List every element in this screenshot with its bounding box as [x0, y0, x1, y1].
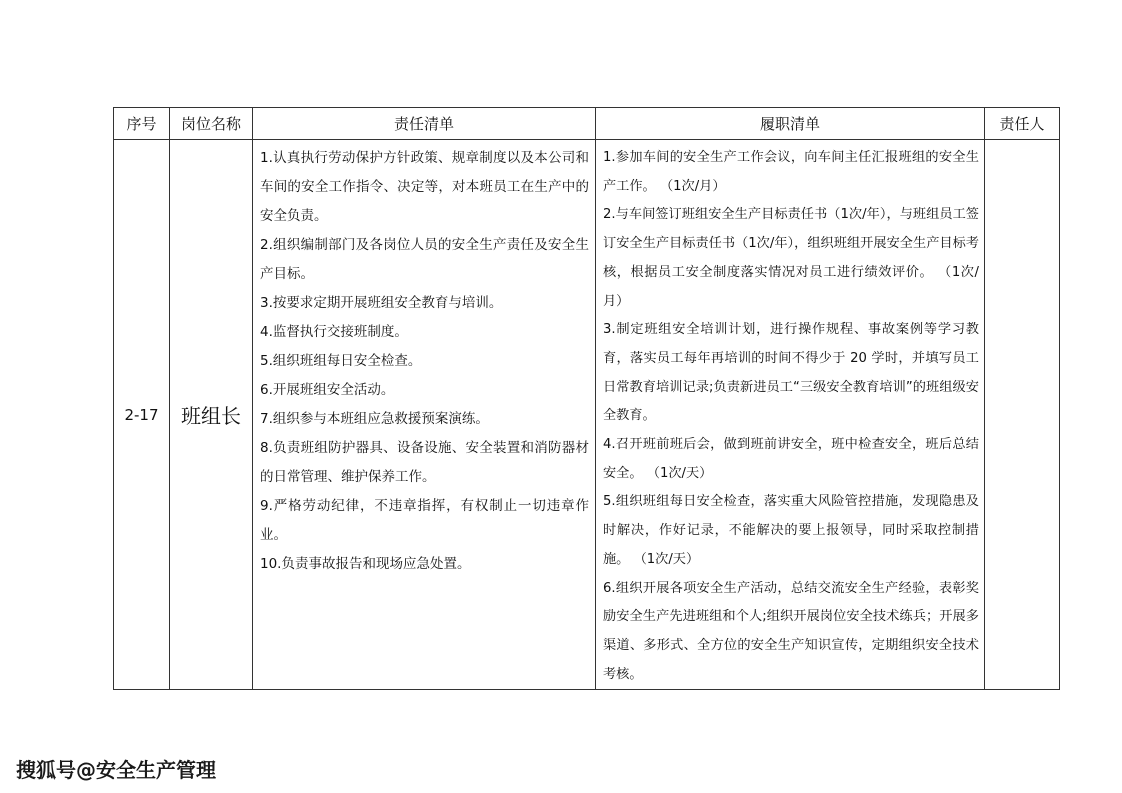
duty-item: 6.组织开展各项安全生产活动，总结交流安全生产经验，表彰奖励安全生产先进班组和个人;组织开展岗位安全技术练兵；开展多渠道、多形式、全方位的安全生产知识宣传，定期组织安全技术考核。	[603, 580, 979, 682]
post-name-cell: 班组长	[170, 140, 253, 690]
responsibility-item: 3.按要求定期开展班组安全教育与培训。	[260, 295, 503, 311]
table-row	[114, 140, 1060, 690]
duty-item: 5.组织班组每日安全检查，落实重大风险管控措施，发现隐患及时解决，作好记录，不能解决的要上报领导，同时采取控制措施。 （1次/天）	[603, 494, 979, 567]
header-post: 岗位名称	[170, 108, 253, 140]
responsibility-item: 5.组织班组每日安全检查。	[260, 353, 422, 369]
responsibility-item: 7.组织参与本班组应急救援预案演练。	[260, 411, 489, 427]
responsibility-item: 1.认真执行劳动保护方针政策、规章制度以及本公司和车间的安全工作指令、决定等，对本班员工在生产中的安全负责。	[260, 150, 589, 224]
header-responsibility: 责任清单	[253, 108, 596, 140]
responsibility-table	[113, 107, 1060, 690]
duty-item: 2.与车间签订班组安全生产目标责任书（1次/年），与班组员工签订安全生产目标责任书（1次/年），组织班组开展安全生产目标考核，根据员工安全制度落实情况对员工进行绩效评价。 （1次/月）	[603, 207, 979, 309]
owner-cell	[985, 140, 1060, 690]
duty-item: 3.制定班组安全培训计划，进行操作规程、事故案例等学习教育，落实员工每年再培训的时间不得少于 20 学时，并填写员工日常教育培训记录;负责新进员工“三级安全教育培训”的班组级安全教育。	[603, 322, 979, 424]
responsibility-item: 8.负责班组防护器具、设备设施、安全装置和消防器材的日常管理、维护保养工作。	[260, 440, 589, 485]
duty-list-cell	[596, 140, 985, 690]
header-seq: 序号	[114, 108, 170, 140]
duty-item: 1.参加车间的安全生产工作会议，向车间主任汇报班组的安全生产工作。 （1次/月）	[603, 150, 979, 194]
responsibility-item: 6.开展班组安全活动。	[260, 382, 395, 398]
header-owner: 责任人	[985, 108, 1060, 140]
responsibility-list-cell	[253, 140, 596, 690]
source-watermark: 搜狐号@安全生产管理	[16, 758, 216, 782]
responsibility-item: 10.负责事故报告和现场应急处置。	[260, 556, 471, 572]
responsibility-item: 9.严格劳动纪律，不违章指挥，有权制止一切违章作业。	[260, 498, 589, 543]
responsibility-item: 4.监督执行交接班制度。	[260, 324, 408, 340]
table-header-row	[114, 108, 1060, 140]
responsibility-item: 2.组织编制部门及各岗位人员的安全生产责任及安全生产目标。	[260, 237, 589, 282]
seq-cell: 2-17	[114, 140, 170, 690]
duty-item: 4.召开班前班后会，做到班前讲安全，班中检查安全，班后总结安全。 （1次/天）	[603, 437, 979, 481]
header-duty: 履职清单	[596, 108, 985, 140]
